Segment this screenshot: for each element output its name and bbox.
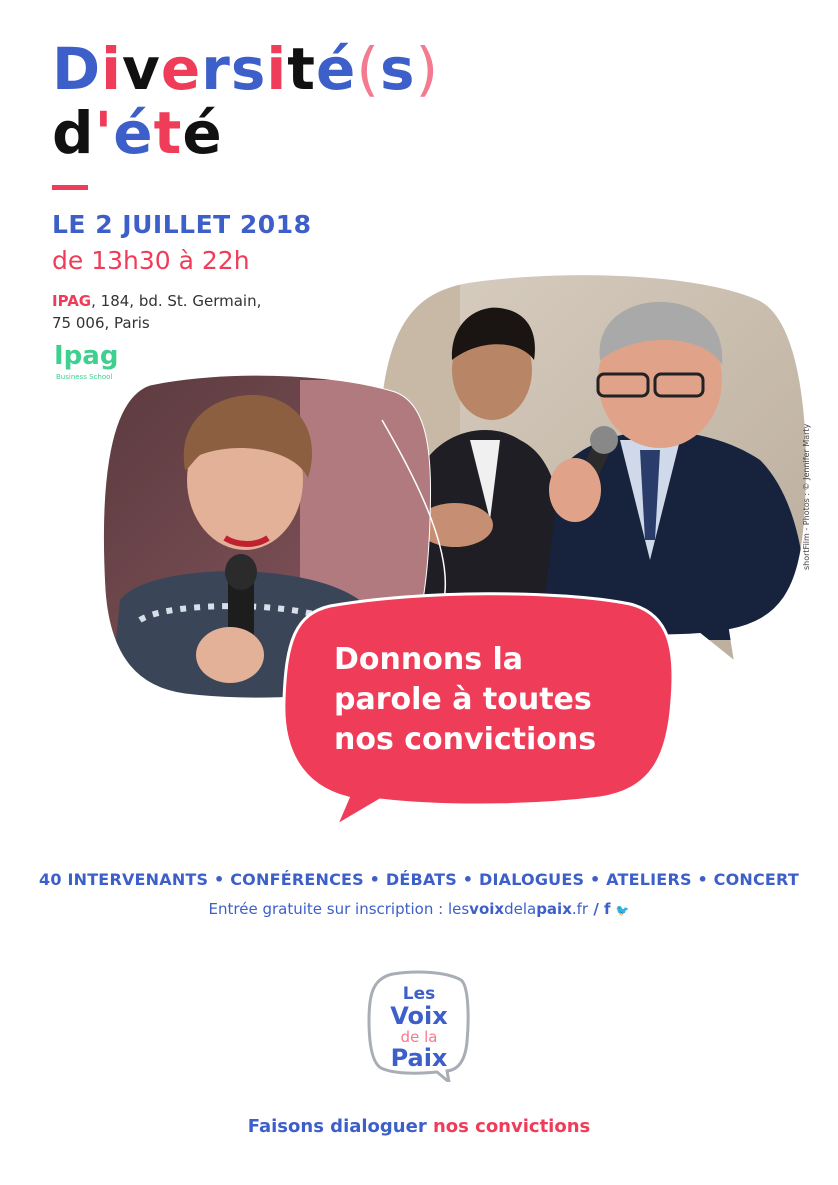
title-letter: i bbox=[266, 35, 288, 103]
title-letter: ' bbox=[94, 99, 114, 167]
title-letter: D bbox=[52, 35, 102, 103]
website-part: .fr bbox=[571, 900, 589, 918]
venue-city: 75 006, Paris bbox=[52, 314, 150, 332]
programme-list: 40 INTERVENANTS • CONFÉRENCES • DÉBATS • DIALOGUES • ATELIERS • CONCERT bbox=[39, 870, 799, 889]
title-letter: d bbox=[52, 99, 95, 167]
slogan-line: parole à toutes bbox=[334, 682, 592, 717]
ipag-logo-subtitle: Business School bbox=[56, 373, 113, 381]
slogan-line: Donnons la bbox=[334, 642, 524, 677]
website-part: voix bbox=[469, 900, 505, 918]
title-letter: e bbox=[160, 35, 202, 103]
website-part: paix bbox=[536, 900, 572, 918]
venue-street: , 184, bd. St. Germain, bbox=[91, 292, 262, 310]
title-letter: ( bbox=[356, 35, 380, 103]
logo-line: de la bbox=[400, 1028, 438, 1046]
title-letter: v bbox=[122, 35, 161, 103]
website-part: les bbox=[447, 900, 470, 918]
venue-name: IPAG bbox=[52, 292, 92, 310]
title-letter: i bbox=[101, 35, 123, 103]
title-letter: s bbox=[379, 35, 416, 103]
title-letter: é bbox=[113, 99, 154, 167]
slogan-text bbox=[334, 640, 664, 760]
title-letter: é bbox=[182, 99, 223, 167]
logo-line: Paix bbox=[390, 1044, 448, 1072]
title-letter: é bbox=[315, 35, 357, 103]
entry-prefix: Entrée gratuite sur inscription : bbox=[208, 900, 448, 918]
tagline bbox=[0, 1116, 838, 1137]
slogan-line: nos convictions bbox=[334, 722, 597, 757]
title-letter: s bbox=[230, 35, 267, 103]
logo-line: Voix bbox=[390, 1002, 448, 1030]
ipag-logo: Ipag bbox=[54, 341, 119, 371]
event-hours: de 13h30 à 22h bbox=[52, 246, 250, 275]
title-letter: r bbox=[201, 35, 231, 103]
twitter-icon[interactable]: 🐦 bbox=[615, 904, 630, 917]
website-link[interactable] bbox=[448, 900, 588, 918]
les-voix-de-la-paix-logo bbox=[367, 970, 471, 1082]
logo-line: Les bbox=[402, 984, 436, 1004]
title-letter: t bbox=[153, 99, 183, 167]
website-part: dela bbox=[504, 900, 537, 918]
title-letter: ) bbox=[415, 35, 440, 103]
entry-info bbox=[0, 900, 838, 918]
event-date: LE 2 JUILLET 2018 bbox=[52, 210, 312, 239]
facebook-icon[interactable]: / f bbox=[588, 900, 616, 918]
tagline-part: nos convictions bbox=[432, 1116, 591, 1137]
photo-credit: shortFilm - Photos : © Jennifer Marty bbox=[802, 423, 811, 570]
tagline-part: Faisons dialoguer bbox=[247, 1116, 433, 1137]
title-letter: t bbox=[287, 35, 316, 103]
